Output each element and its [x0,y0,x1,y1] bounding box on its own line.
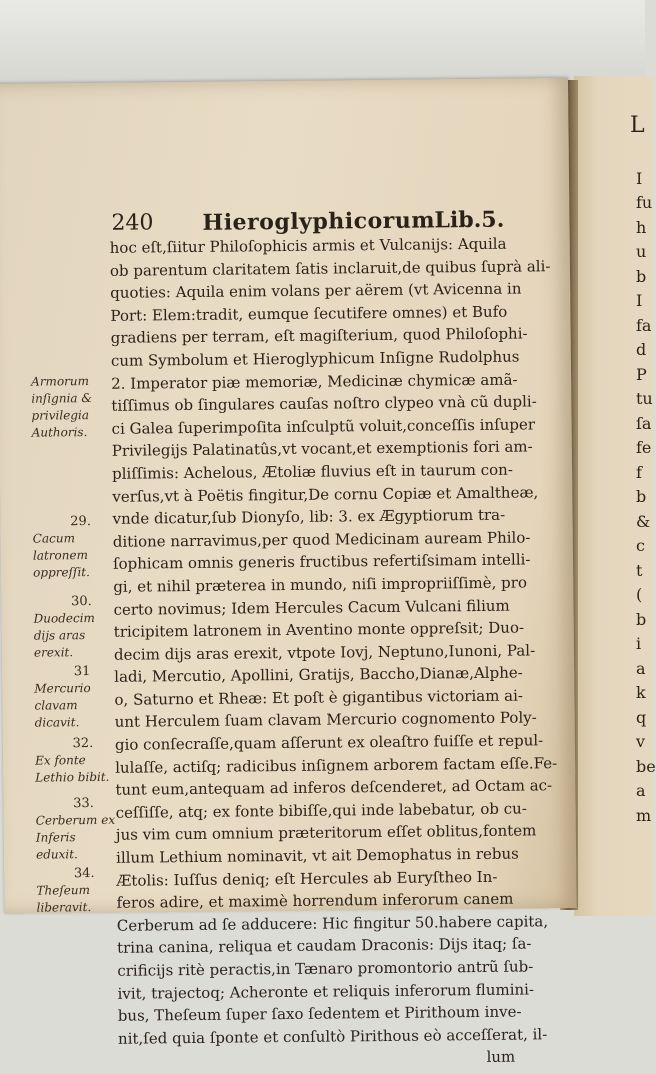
text-line: Cerberum ad ſe adducere: Hic fingitur 50.habere capita, [116,912,549,935]
text-line: bus, Theſeum ſuper ſaxo ſedentem et Pirithoum inve- [117,1002,522,1025]
facing-page-letters: h [636,217,647,237]
text-line: ci Galea ſuperimpoſita inſculptũ voluit,conceſſis inſuper [111,415,536,438]
text-line: o, Saturno et Rheæ: Et poſt è gigantibus victoriam ai- [114,686,524,709]
facing-page-letters: f [636,462,642,482]
marginal-note-number: 33. [73,796,94,812]
marginal-note [31,373,114,442]
marginal-note-number: 34. [73,866,95,882]
text-line: unt Herculem ſuam clavam Mercurio cognomento Poly- [114,708,537,732]
text-line: quoties: Aquila enim volans per aërem (vt Avicenna in [110,279,522,303]
text-line: tunt eum,antequam ad inferos deſcenderet, ad Octam ac- [115,776,553,800]
facing-page-letters: c [636,536,645,555]
page-number: 240 [111,210,154,236]
text-line: 2. Imperator piæ memoriæ, Medicinæ chymicæ amã- [111,370,518,393]
marginal-note-text: Duodecim dijs aras erexit. [33,610,95,660]
marginal-note-number: 29. [70,514,92,530]
facing-page-letters: ſa [636,413,652,433]
facing-page-letters: I [636,168,643,188]
facing-page-letters: a [636,781,646,800]
facing-page-letters: fe [636,438,652,457]
facing-page-letters: a [636,658,646,678]
text-line: trina canina, reliqua et caudam Draconis: Dijs itaq; ſa- [116,934,532,958]
marginal-note-text: Theſeum liberavit. [36,883,92,915]
marginal-note-text: Ex fonte Lethio bibit. [35,753,110,785]
text-line: ivit, trajectoq; Acheronte et reliquis inferorum flumini- [117,980,535,1003]
facing-page-letters: m [636,805,652,825]
marginal-note [33,513,116,582]
facing-page-letters: tu [636,389,653,408]
facing-page-letters: L [630,113,645,138]
facing-page [574,76,654,916]
facing-page-letters: v [636,732,646,751]
marginal-note-number: 30. [71,594,92,610]
facing-page-letters: ( [636,585,643,604]
marginal-note-number: 31 [73,664,91,680]
text-line: Privilegijs Palatinatûs,vt vocant,et exemptionis fori am- [111,437,533,461]
body-text [109,233,558,1073]
text-line: Port: Elem:tradit, eumque ſecutifere omnes) et Bufo [110,302,508,325]
facing-page-letters: q [636,707,647,727]
text-line: ceſſiſſe, atq; ex fonte bibiſſe,qui inde labebatur, ob cu- [115,799,527,822]
facing-page-letters: b [636,609,647,629]
marginal-note-text: Mercurio clavam dicavit. [34,681,91,730]
text-line: vnde dicatur,ſub Dionyſo, lib: 3. ex Ægyptiorum tra- [112,505,506,528]
text-line: tricipitem latronem in Aventino monte oppreſsit; Duo- [113,618,525,641]
marginal-note-text: Cerberum ex Inferis eduxit. [35,812,116,862]
text-line: tiſſimus ob ſingulares cauſas noſtro clypeo vnà cũ dupli- [111,392,537,415]
marginal-note-text: Cacum latronem oppreſſit. [32,531,90,580]
marginal-note [33,593,116,662]
book-label: Lib.5. [434,206,505,234]
text-line: gi, et nihil præterea in mundo, niſi impropriiſſimè, pro [113,573,528,596]
facing-page-letters: b [636,487,647,506]
facing-page-letters: i [636,634,642,653]
facing-page-letters: d [636,340,647,359]
text-line: lum [486,1047,516,1067]
marginal-note [35,795,118,864]
facing-page-letters: I [636,291,643,310]
facing-page-letters: b [636,266,647,286]
facing-page-letters: t [636,560,643,580]
text-line: pliſſimis: Achelous, Ætoliæ fluvius eſt in taurum con- [111,460,513,483]
facing-page-letters: be [636,756,656,776]
marginal-note-number: 32. [72,736,94,752]
facing-page-letters: & [636,511,651,531]
text-line: gio conſecraſſe,quam aſſerunt ex oleaſtro fuiſſe et repul- [114,731,544,754]
text-line: jus vim cum omnium præteritorum eſſet oblitus,fontem [115,821,537,845]
text-line: gradiens per terram, eſt magiſterium, quod Philoſophi- [110,324,528,348]
text-line: crificijs ritè peractis,in Tænaro promontorio antrũ ſub- [117,957,534,980]
facing-page-letters: fu [636,193,653,212]
text-line: verſus,vt à Poëtis fingitur,De cornu Copiæ et Amaltheæ, [112,482,539,506]
running-title: Hieroglyphicorum [202,207,436,236]
marginal-note [34,663,117,732]
text-line: lulaſſe, actiſq; radicibus inſignem arborem factam eſſe.Fe- [115,753,558,777]
facing-page-letters: k [636,683,646,702]
book-page [0,78,577,1067]
facing-page-letters: u [636,242,647,261]
facing-page-letters: fa [636,315,652,335]
text-line: nit,ſed quia ſponte et conſultò Pirithous eò acceſſerat, il- [117,1025,548,1048]
text-line: ditione narravimus,per quod Medicinam auream Philo- [112,528,531,551]
marginal-note [35,735,118,787]
text-line: hoc eſt,ſiitur Philoſophicis armis et Vulcanijs: Aquila [109,234,507,257]
text-line: feros adire, et maximè horrendum inferorum canem [116,889,514,913]
text-line: ſophicam omnis generis fructibus refertiſsimam intelli- [112,550,531,574]
text-line: ob parentum claritatem ſatis inclaruit,de quibus ſuprà ali- [109,256,551,280]
marginal-note [36,865,119,917]
text-line: decim dijs aras erexit, vtpote Iovj, Neptuno,Iunoni, Pal- [113,641,536,664]
facing-page-letters: P [636,364,647,384]
text-line: ladi, Mercutio, Apollini, Gratijs, Baccho,Dianæ,Alphe- [114,663,523,687]
text-line: cum Symbolum et Hieroglyphicum Inſigne Rudolphus [110,347,520,370]
text-line: illum Lethium nominavit, vt ait Demophatus in rebus [116,844,519,867]
marginal-note-text: Armorum inſignia & privilegia Authoris. [31,374,93,440]
text-line: certo novimus; Idem Hercules Cacum Vulcani filium [113,596,510,619]
text-line: Ætolis: Iuſſus deniq; eſt Hercules ab Euryſtheo In- [116,867,498,890]
